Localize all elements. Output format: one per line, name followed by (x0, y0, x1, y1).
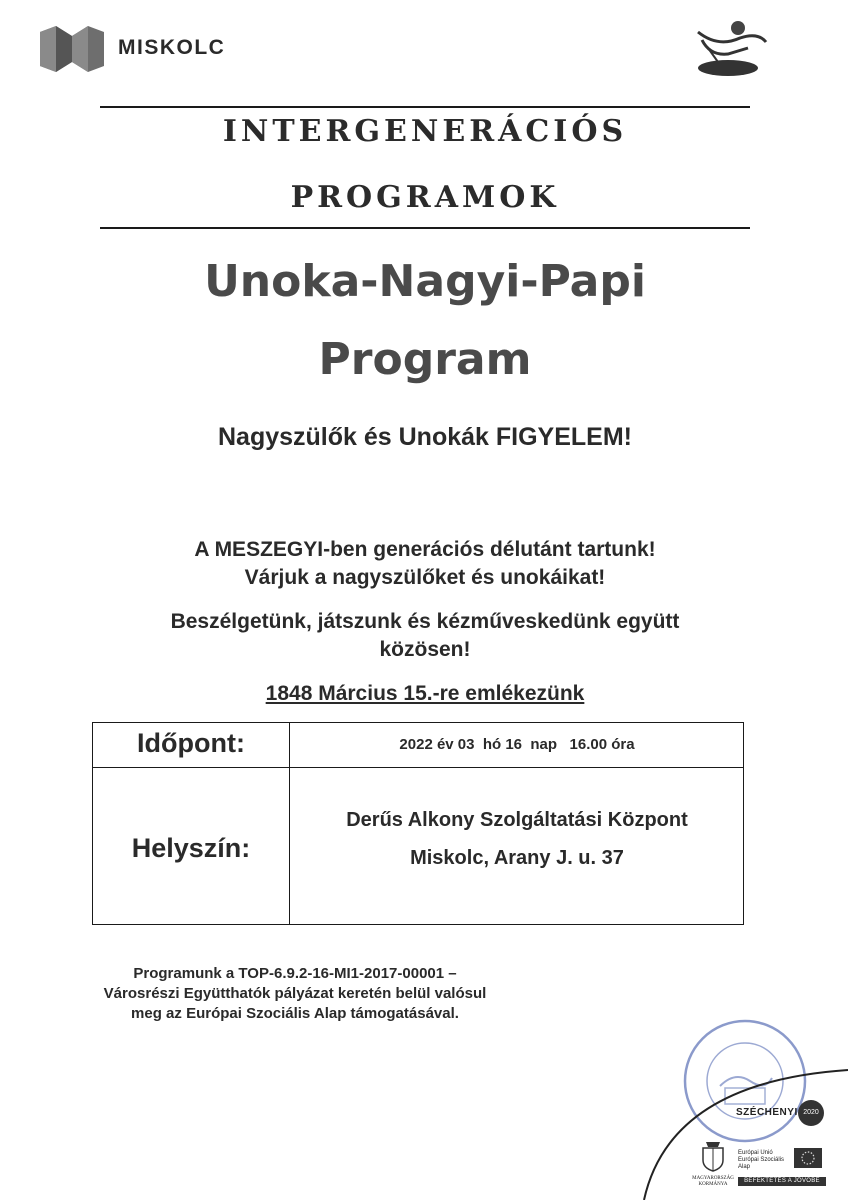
program-title-line2: PROGRAMOK (290, 180, 560, 215)
main-title-line2: Program (318, 334, 532, 385)
invest-banner: BEFEKTETÉS A JÖVŐBE (738, 1177, 826, 1186)
body-line-1: A MESZEGYI-ben generációs délutánt tartunk! (194, 538, 656, 561)
hungarian-crest-icon (700, 1140, 726, 1172)
bottom-rule (100, 227, 750, 229)
time-label: Időpont: (137, 728, 245, 758)
footer-note-line-1: Programunk a TOP-6.9.2-16-MI1-2017-00001 – (133, 965, 457, 982)
footer-note-line-2: Városrészi Együtthatók pályázat keretén belül valósul (103, 985, 487, 1002)
footer-note-line-3: meg az Európai Szociális Alap támogatásával. (131, 1005, 459, 1022)
body-line-3: Beszélgetünk, játszunk és kézműveskedünk együtt (170, 610, 680, 633)
place-line-2: Miskolc, Arany J. u. 37 (410, 847, 624, 869)
eu-line-1: Európai Unió (738, 1150, 773, 1156)
main-title-line1: Unoka-Nagyi-Papi (204, 256, 646, 307)
info-table (92, 722, 744, 925)
body-line-2: Várjuk a nagyszülőket és unokáikat! (244, 566, 606, 589)
body-line-4: közösen! (379, 638, 471, 661)
table-divider (289, 723, 290, 924)
place-line-1: Derűs Alkony Szolgáltatási Központ (346, 809, 688, 831)
top-rule (100, 106, 750, 108)
skier-figure-icon (688, 18, 768, 80)
miskolc-m-logo-icon (40, 26, 104, 72)
eu-flag-icon (794, 1148, 822, 1168)
city-name: MISKOLC (118, 36, 226, 59)
szechenyi-year-badge: 2020 (798, 1100, 824, 1126)
government-label: MAGYARORSZÁG KORMÁNYA (692, 1176, 734, 1187)
eu-line-2: Európai Szociális (738, 1157, 785, 1163)
subtitle: Nagyszülők és Unokák FIGYELEM! (218, 423, 632, 451)
commemoration-line: 1848 Március 15.-re emlékezünk (265, 682, 585, 705)
place-label: Helyszín: (131, 833, 251, 863)
eu-line-3: Alap (738, 1164, 751, 1170)
szechenyi-label: SZÉCHENYI (736, 1107, 798, 1118)
program-title-line1: INTERGENERÁCIÓS (222, 114, 628, 149)
eu-text (738, 1150, 794, 1171)
time-value: 2022 év 03 hó 16 nap 16.00 óra (399, 736, 635, 753)
